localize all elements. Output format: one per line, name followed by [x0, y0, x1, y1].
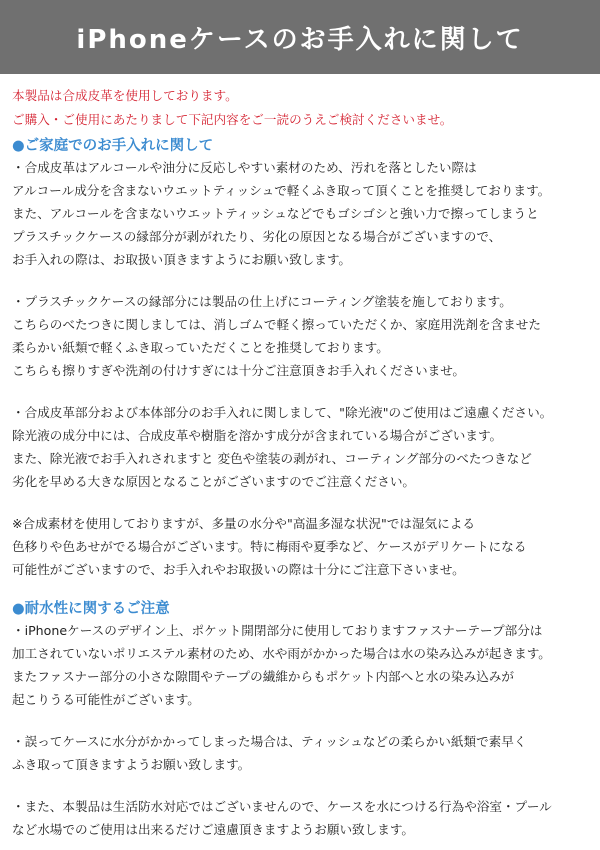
- text-line: ・iPhoneケースのデザイン上、ポケット開閉部分に使用しておりますファスナーテープ部分は: [12, 623, 543, 638]
- text-line: 柔らかい紙類で軽くふき取っていただくことを推奨しております。: [12, 340, 389, 355]
- text-line: アルコール成分を含まないウエットティッシュで軽くふき取って頂くことを推奨しております。: [12, 183, 551, 198]
- text-line: 可能性がございますので、お手入れやお取扱いの際は十分にご注意下さいませ。: [12, 562, 465, 577]
- text-line: ・合成皮革部分および本体部分のお手入れに関しまして、"除光液"のご使用はご遠慮ください。: [12, 405, 553, 420]
- text-line: ・合成皮革はアルコールや油分に反応しやすい素材のため、汚れを落としたい際は: [12, 160, 477, 175]
- section-heading-home-care: ●ご家庭でのお手入れに関して: [12, 138, 214, 154]
- text-line: またファスナー部分の小さな隙間やテープの繊維からもポケット内部へと水の染み込みが: [12, 669, 514, 684]
- page-title: iPhoneケースのお手入れに関して: [76, 24, 524, 55]
- notice-line-1: 本製品は合成皮革を使用しております。: [12, 88, 238, 103]
- text-line: また、アルコールを含まないウエットティッシュなどでもゴシゴシと強い力で擦ってしまうと: [12, 206, 539, 221]
- section-heading-water-resistance: ●耐水性に関するご注意: [12, 601, 170, 617]
- text-line: こちらも擦りすぎや洗剤の付けすぎには十分ご注意頂きお手入れくださいませ。: [12, 363, 465, 378]
- text-line: お手入れの際は、お取扱い頂きますようにお願い致します。: [12, 252, 352, 267]
- text-line: プラスチックケースの縁部分が剥がれたり、劣化の原因となる場合がございますので、: [12, 229, 502, 244]
- text-line: ※合成素材を使用しておりますが、多量の水分や"高温多湿な状況"では湿気による: [12, 516, 475, 531]
- text-line: ・誤ってケースに水分がかかってしまった場合は、ティッシュなどの柔らかい紙類で素早く: [12, 734, 527, 749]
- text-line: 劣化を早める大きな原因となることがございますのでご注意ください。: [12, 474, 415, 489]
- text-line: また、除光液でお手入れされますと 変色や塗装の剥がれ、コーティング部分のべたつきなど: [12, 451, 532, 466]
- text-line: 除光液の成分中には、合成皮革や樹脂を溶かす成分が含まれている場合がございます。: [12, 428, 503, 443]
- text-line: 色移りや色あせがでる場合がございます。特に梅雨や夏季など、ケースがデリケートになる: [12, 539, 527, 554]
- header-bar: [0, 0, 600, 74]
- text-line: 加工されていないポリエステル素材のため、水や雨がかかった場合は水の染み込みが起きます。: [12, 646, 551, 661]
- text-line: 起こりうる可能性がございます。: [12, 692, 200, 707]
- text-line: こちらのべたつきに関しましては、消しゴムで軽く擦っていただくか、家庭用洗剤を含ませた: [12, 317, 541, 332]
- text-line: ふき取って頂きますようお願い致します。: [12, 757, 251, 772]
- text-line: など水場でのご使用は出来るだけご遠慮頂きますようお願い致します。: [12, 822, 414, 837]
- text-line: ・プラスチックケースの縁部分には製品の仕上げにコーティング塗装を施しております。: [12, 294, 512, 309]
- notice-line-2: ご購入・ご使用にあたりまして下記内容をご一読のうえご検討くださいませ。: [12, 112, 453, 127]
- text-line: ・また、本製品は生活防水対応ではございませんので、ケースを水につける行為や浴室・プール: [12, 799, 552, 814]
